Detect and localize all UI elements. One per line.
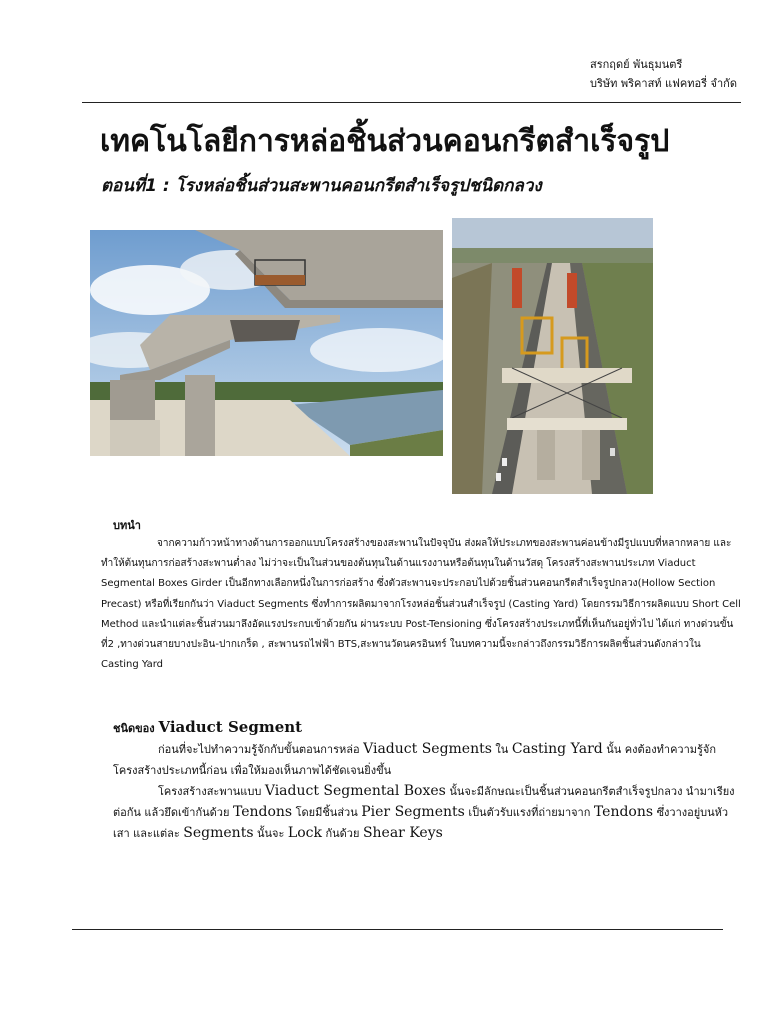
- p2-term-1: Viaduct Segmental Boxes: [264, 783, 446, 799]
- p2-text-g: กันด้วย: [325, 827, 360, 840]
- p2-term-3: Pier Segments: [361, 804, 465, 820]
- p2-term-2: Tendons: [232, 804, 293, 820]
- p2-text-c: โดยมีชิ้นส่วน: [295, 806, 358, 819]
- p1-text-a: ก่อนที่จะไปทำความรู้จักกับขั้นตอนการหล่อ: [158, 743, 360, 756]
- p2-term-4: Tendons: [593, 804, 654, 820]
- types-heading: [113, 718, 302, 737]
- p1-text-b: ใน: [495, 743, 509, 756]
- footer-divider: [72, 929, 723, 930]
- intro-paragraph: จากความก้าวหน้าทางด้านการออกแบบโครงสร้างของสะพานในปัจจุบัน ส่งผลให้ประเภทของสะพานค่อนข้างมีรูปแบบที่หลากหลาย และทำให้ต้นทุนการก่อสร้างสะพานต่ำลง ไม่ว่าจะเป็นในส่วนของต้นทุนในด้านแรงงานหรือต้นทุนในด้านวัสดุ โครงสร้างสะพานประเภท Viaduct Segmental Boxes Girder เป็นอีกทางเลือกหนึ่งในการก่อสร้าง ซึ่งตัวสะพานจะประกอบไปด้วยชิ้นส่วนคอนกรีตสำเร็จรูปกลวง(Hollow Section Precast) หรือที่เรียกกันว่า Viaduct Segments ซึ่งทำการผลิตมาจากโรงหล่อชิ้นส่วนสำเร็จรูป (Casting Yard) โดยกรรมวิธีการผลิตแบบ Short Cell Method และนำแต่ละชิ้นส่วนมาลึงอัดแรงประกบเข้าด้วยกัน ผ่านระบบ Post-Tensioning ซึ่งโครงสร้างประเภทนี้ที่เห็นกันอยู่ทั่วไป ได้แก่ ทางด่วนขั้นที่2 ,ทางด่วนสายบางปะอิน-ปากเกร็ด , สะพานรถไฟฟ้า BTS,สะพานวัดนครอินทร์ ในบทความนี้จะกล่าวถึงกรรมวิธีการผลิตชิ้นส่วนดังกล่าวใน Casting Yard: [101, 538, 741, 671]
- p2-text-d: เป็นตัวรับแรงที่ถ่ายมาจาก: [468, 806, 591, 819]
- types-paragraph-2: [113, 781, 743, 844]
- p2-term-6: Lock: [287, 825, 322, 841]
- types-heading-term: Viaduct Segment: [158, 718, 303, 736]
- viaduct-illustration: [90, 230, 443, 456]
- intro-heading: บทนำ: [113, 519, 141, 532]
- p1-term-1: Viaduct Segments: [363, 741, 492, 757]
- document-subtitle: ตอนที่1 : โรงหล่อชิ้นส่วนสะพานคอนกรีตสำเร็จรูปชนิดกลวง: [101, 176, 542, 196]
- types-paragraph-1: [113, 739, 743, 781]
- company-name: บริษัท พริคาสท์ แฟคทอรี่ จำกัด: [590, 77, 737, 90]
- p2-term-5: Segments: [183, 825, 254, 841]
- author-name: สรกฤดย์ พันธุมนตรี: [590, 58, 683, 71]
- p2-text-a: โครงสร้างสะพานแบบ: [158, 785, 262, 798]
- author-block: [590, 55, 737, 93]
- viaduct-photo: [90, 230, 443, 456]
- types-heading-prefix: ชนิดของ: [113, 722, 155, 735]
- p1-term-2: Casting Yard: [511, 741, 603, 757]
- document-title: เทคโนโลยีการหล่อชิ้นส่วนคอนกรีตสำเร็จรูป: [100, 124, 670, 159]
- p2-term-7: Shear Keys: [362, 825, 443, 841]
- p2-text-b: นั้นจะมีลักษณะเป็นชิ้นส่วนคอนกรีตสำเร็จรูปกลวง นำมาเรียงต่อกัน แล้วยึดเข้ากันด้วย: [113, 785, 735, 819]
- header-divider: [82, 102, 741, 103]
- highway-construction-photo: [452, 218, 653, 494]
- p2-text-f: นั้นจะ: [257, 827, 285, 840]
- highway-illustration: [452, 218, 653, 494]
- p2-text-e: ซึ่งวางอยู่บนหัวเสา และแต่ละ: [113, 806, 729, 840]
- p1-text-c: นั้น คงต้องทำความรู้จักโครงสร้างประเภทนี้ก่อน เพื่อให้มองเห็นภาพได้ชัดเจนยิ่งขึ้น: [113, 743, 717, 777]
